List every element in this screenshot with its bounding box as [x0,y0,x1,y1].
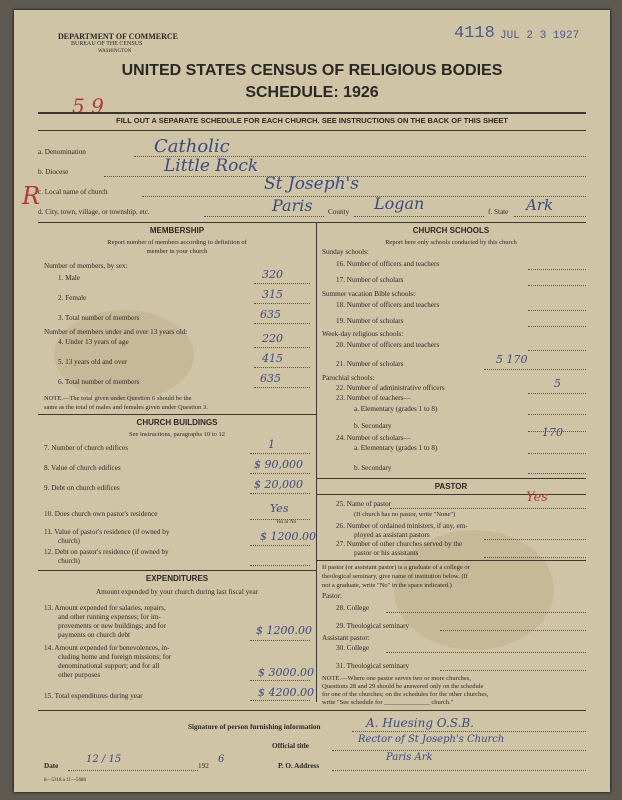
parochial-schools-label: Parochial schools: [322,374,375,382]
handwritten-r-mark: R [22,182,41,210]
debt-label: 9. Debt on church edifices [44,484,120,492]
membership-heading: MEMBERSHIP [149,226,205,235]
salaries-label: provements or new buildings; and for [58,622,166,630]
edifices-label: 7. Number of church edifices [44,444,129,452]
edifice-value-amount[interactable]: $ 90,000 [254,458,303,471]
multi-church-note: for one of the churches; on the schedules for the other churches, [322,691,489,698]
debt-amount[interactable]: $ 20,000 [254,478,303,491]
male-label: 1. Male [58,274,80,282]
expenditures-note: Amount expended by your church during last fiscal year [95,588,259,596]
total-expenditures-amount[interactable]: $ 4200.00 [258,686,314,699]
salaries-label: and other running expenses; for im- [58,613,161,621]
scholars-label: 24. Number of scholars— [336,434,411,442]
administrative-officers-value[interactable]: 5 [554,377,561,390]
multi-church-note: Questions 28 and 29 should be answered only on the schedule [322,683,484,690]
total-members-6-label: 6. Total number of members [58,378,140,386]
sunday-scholars-label: 17. Number of scholars [336,276,404,284]
pastor-name-label: 25. Name of pastor [336,500,392,508]
age-split-label: Number of members under and over 13 years old: [44,328,188,336]
benevolences-label: cluding home and foreign missions; for [58,653,172,661]
edifices-value[interactable]: 1 [268,438,275,451]
date-label: Date [44,762,59,770]
female-label: 2. Female [58,294,87,302]
residence-value-amount[interactable]: $ 1200.00 [260,530,316,543]
state-value[interactable]: Ark [526,196,554,214]
city-value[interactable]: Paris [272,196,313,215]
signature-label: Signature of person furnishing information [188,723,321,731]
sunday-officers-label: 16. Number of officers and teachers [336,260,440,268]
membership-footnote: NOTE.—The total given under Question 6 should be the [44,395,192,402]
membership-note: Report number of members according to definition of [107,239,247,246]
official-title-label: Official title [272,742,309,750]
weekday-officers-label: 20. Number of officers and teachers [336,341,440,349]
residence-debt-label-2: church) [58,557,80,565]
membership-note: member in your church [146,248,208,255]
sunday-schools-label: Sunday schools: [322,248,369,256]
scholars-secondary-label: b. Secondary [354,464,392,472]
expenditures-heading: EXPENDITURES [145,574,209,583]
weekday-scholars-value[interactable]: 5 170 [496,353,528,366]
department-name: DEPARTMENT OF COMMERCE [58,32,179,41]
assistant-college-label: 30. College [336,644,370,652]
summer-scholars-label: 19. Number of scholars [336,317,404,325]
residence-debt-label: 12. Debt on pastor's residence (if owned by [44,548,169,556]
seminary-note: theological seminary, give name of institution below. (If [322,573,468,580]
multi-church-note: NOTE.—Where one pastor serves two or more churches, [322,675,471,682]
official-title-value[interactable]: Rector of St Joseph's Church [358,734,505,745]
total-members-6-value[interactable]: 635 [260,372,281,385]
pastor-residence-value[interactable]: Yes [270,502,289,515]
pastor-heading: PASTOR [434,482,468,491]
female-value[interactable]: 315 [262,288,283,301]
signature-value[interactable]: A. Huesing O.S.B. [366,716,474,730]
multi-church-note: write "See schedule for ______________ church." [322,699,454,706]
date-value[interactable]: 12 / 15 [86,754,122,765]
pastor-sub-label: Pastor: [322,592,342,600]
pastor-residence-label: 10. Does church own pastor's residence [44,510,158,518]
over-13-label: 5. 13 years old and over [58,358,128,366]
form-number: 8—5318 a 11—5686 [44,778,87,783]
diocese-label: b. Diocese [38,168,69,176]
stamp-number: 4118 [454,24,495,43]
bureau-name: BUREAU OF THE CENSUS [71,41,143,47]
edifice-value-label: 8. Value of church edifices [44,464,121,472]
po-address-label: P. O. Address [278,762,320,770]
yes-or-no-hint: Yes or No [276,520,297,525]
benevolences-label: other purposes [58,671,101,679]
residence-value-label: 11. Value of pastor's residence (if owned by [44,528,170,536]
church-name-label: c. Local name of church [38,188,108,196]
total-expenditures-label: 15. Total expenditures during year [44,692,143,700]
other-churches-label-2: pastor or his assistants [354,549,419,557]
church-schools-heading: CHURCH SCHOOLS [412,226,490,235]
date-year-label: 192 [198,762,209,770]
po-address-value[interactable]: Paris Ark [386,752,433,763]
page-title: UNITED STATES CENSUS OF RELIGIOUS BODIES [121,62,503,79]
scholars-elementary-label: a. Elementary (grades 1 to 8) [354,444,438,452]
census-schedule-sheet [14,10,610,792]
city-label: d. City, town, village, or township, etc. [38,208,150,216]
assistant-pastor-label: Assistant pastor: [322,634,370,642]
teachers-elementary-label: a. Elementary (grades 1 to 8) [354,405,438,413]
instructions-banner: FILL OUT A SEPARATE SCHEDULE FOR EACH CHURCH. SEE INSTRUCTIONS ON THE BACK OF THIS SHEET [116,116,508,125]
schedule-title: SCHEDULE: 1926 [245,84,379,101]
denomination-label: a. Denomination [38,148,86,156]
over-13-value[interactable]: 415 [262,352,283,365]
assistant-seminary-label: 31. Theological seminary [336,662,410,670]
county-label: County [328,208,350,216]
ordained-ministers-label-2: ployed as assistant pastors [354,531,430,539]
college-label: 28. College [336,604,370,612]
teachers-label: 23. Number of teachers— [336,394,411,402]
under-13-value[interactable]: 220 [262,332,283,345]
pastor-name-value[interactable]: Yes [526,490,548,505]
male-value[interactable]: 320 [262,268,283,281]
weekday-schools-label: Week-day religious schools: [322,330,404,338]
diocese-value[interactable]: Little Rock [164,156,259,176]
other-churches-label: 27. Number of other churches served by the [336,540,463,548]
seminary-note: not a graduate, write "No" in the space indicated.) [322,582,452,589]
salaries-label: 13. Amount expended for salaries, repairs, [44,604,166,612]
salaries-label: payments on church debt [58,631,131,639]
total-members-label: 3. Total number of members [58,314,140,322]
church-buildings-heading: CHURCH BUILDINGS [136,418,218,427]
denomination-value[interactable]: Catholic [154,136,230,157]
schools-note: Report here only schools conducted by this church [385,239,517,246]
city-name: WASHINGTON [98,49,132,54]
membership-footnote: same as the total of males and females given under Question 3. [44,404,208,411]
buildings-note: See instructions, paragraphs 10 to 12 [128,431,226,438]
summer-officers-label: 18. Number of officers and teachers [336,301,440,309]
handwritten-number: 5 9 [72,94,104,118]
scholars-value[interactable]: 170 [542,426,563,439]
pastor-name-hint: (If church has no pastor, write "None") [354,511,456,518]
salaries-amount[interactable]: $ 1200.00 [256,624,312,637]
state-label: f. State [488,208,509,216]
membership-sex-label: Number of members, by sex: [44,262,128,270]
residence-value-label-2: church) [58,537,80,545]
weekday-scholars-label: 21. Number of scholars [336,360,404,368]
benevolences-label: denominational support; and for all [58,662,160,670]
church-name-value[interactable]: St Joseph's [264,174,359,194]
ordained-ministers-label: 26. Number of ordained ministers, if any, em- [336,522,468,530]
benevolences-label: 14. Amount expended for benevolences, in- [44,644,170,652]
theological-seminary-label: 29. Theological seminary [336,622,410,630]
stamp-date: JUL 2 3 1927 [500,30,580,42]
county-value[interactable]: Logan [374,194,425,213]
benevolences-amount[interactable]: $ 3000.00 [258,666,314,679]
total-members-value[interactable]: 635 [260,308,281,321]
teachers-secondary-label: b. Secondary [354,422,392,430]
administrative-officers-label: 22. Number of administrative officers [336,384,445,392]
under-13-label: 4. Under 13 years of age [58,338,129,346]
summer-schools-label: Summer vacation Bible schools: [322,290,416,298]
seminary-note: If pastor (or assistant pastor) is a graduate of a college or [322,564,470,571]
date-year-digit[interactable]: 6 [218,754,225,765]
